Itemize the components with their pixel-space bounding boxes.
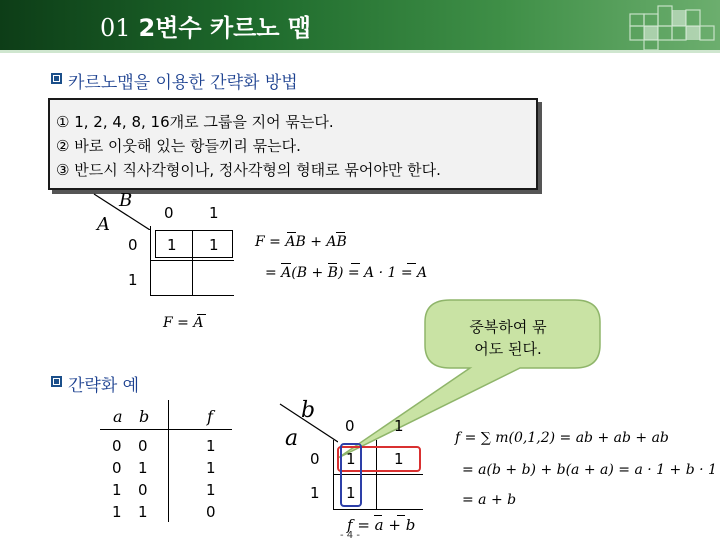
truth-cell: 1	[112, 481, 122, 499]
truth-cell: 0	[206, 503, 216, 521]
kmap2-row-label-1: 1	[310, 484, 320, 502]
rule-3: ③ 반드시 직사각형이나, 정사각형의 형태로 묶어야만 한다.	[56, 161, 441, 179]
kmap2-group-col	[340, 443, 362, 507]
kmap2-col-label-0: 0	[345, 417, 355, 435]
kmap2-cell-01: 1	[394, 450, 404, 468]
rule-2: ② 바로 이웃해 있는 항들끼리 묶는다.	[56, 137, 301, 155]
section-bullet-icon	[51, 376, 62, 387]
truth-header-b: b	[139, 407, 150, 426]
kmap2-cell-10: 1	[346, 484, 356, 502]
callout-line-2: 어도 된다.	[474, 340, 542, 358]
kmap2-cell-00: 1	[346, 450, 356, 468]
kmap1-result: F = A	[163, 315, 204, 331]
kmap2-col-label-1: 1	[394, 417, 404, 435]
truth-cell: 1	[112, 503, 122, 521]
section-heading-method: 카르노맵을 이용한 간략화 방법	[68, 73, 298, 93]
equation1-line1: F = AB + AB	[255, 234, 347, 250]
kmap2-result: f = a + b	[347, 516, 416, 534]
truth-cell: 1	[138, 503, 148, 521]
equation2-line2: = a(b + b) + b(a + a) = a · 1 + b · 1	[462, 462, 717, 478]
section-heading-example: 간략화 예	[68, 376, 140, 396]
truth-cell: 0	[112, 459, 122, 477]
kmap1-col-var: B	[119, 190, 133, 211]
equation1-line2: = A(B + B) = A · 1 = A	[265, 265, 428, 281]
truth-header-f: f	[207, 407, 213, 426]
kmap1-col-label-0: 0	[164, 204, 174, 222]
kmap1-cell-01: 1	[209, 236, 219, 254]
truth-cell: 1	[206, 437, 216, 455]
title-text: 2변수 카르노 맵	[138, 14, 312, 42]
kmap1-cell-00: 1	[167, 236, 177, 254]
kmap1-row-label-0: 0	[128, 236, 138, 254]
page-number: - 4 -	[340, 530, 360, 541]
equation2-line3: = a + b	[462, 492, 517, 508]
kmap1-row-label-1: 1	[128, 271, 138, 289]
truth-cell: 0	[138, 437, 148, 455]
kmap2-col-var: b	[301, 398, 316, 423]
truth-cell: 0	[138, 481, 148, 499]
kmap2-row-var: a	[285, 426, 299, 451]
equation2-line1: f = ∑ m(0,1,2) = ab + ab + ab	[455, 430, 669, 446]
kmap2-row-label-0: 0	[310, 450, 320, 468]
truth-header-a: a	[113, 407, 123, 426]
callout-line-1: 중복하여 묶	[469, 318, 547, 336]
kmap1-row-var: A	[97, 214, 110, 235]
truth-cell: 1	[138, 459, 148, 477]
kmap1-col-label-1: 1	[209, 204, 219, 222]
truth-cell: 1	[206, 481, 216, 499]
rule-1: ① 1, 2, 4, 8, 16개로 그룹을 지어 묶는다.	[56, 113, 334, 131]
callout-text	[438, 316, 578, 360]
truth-cell: 0	[112, 437, 122, 455]
truth-cell: 1	[206, 459, 216, 477]
title-number: 01	[100, 14, 131, 42]
